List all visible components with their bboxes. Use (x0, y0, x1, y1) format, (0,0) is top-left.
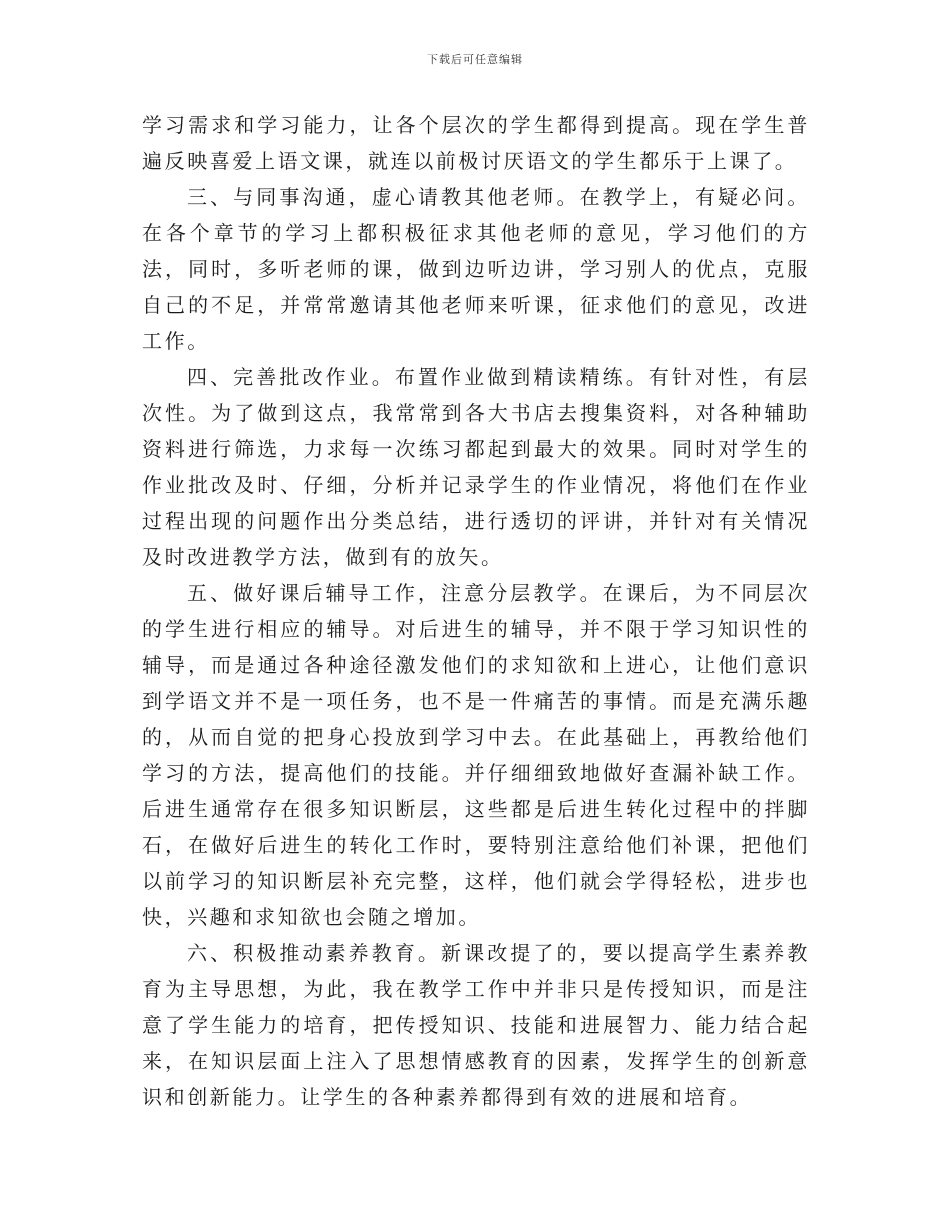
page-header: 下载后可任意编辑 (427, 53, 523, 66)
paragraph-section-3: 三、与同事沟通，虚心请教其他老师。在教学上，有疑必问。在各个章节的学习上都积极征求其他老师的意见，学习他们的方法，同时，多听老师的课，做到边听边讲，学习别人的优点，克服自己的不足，并常常邀请其他老师来听课，征求他们的意见，改进工作。 (142, 185, 810, 353)
paragraph-section-4: 四、完善批改作业。布置作业做到精读精练。有针对性，有层次性。为了做到这点，我常常到各大书店去搜集资料，对各种辅助资料进行筛选，力求每一次练习都起到最大的效果。同时对学生的作业批改及时、仔细，分析并记录学生的作业情况，将他们在作业过程出现的问题作出分类总结，进行透切的评讲，并针对有关情况及时改进教学方法，做到有的放矢。 (142, 365, 810, 569)
paragraph-continuation: 学习需求和学习能力，让各个层次的学生都得到提高。现在学生普遍反映喜爱上语文课，就连以前极讨厌语文的学生都乐于上课了。 (142, 113, 810, 173)
document-body (142, 107, 810, 1115)
paragraph-section-6: 六、积极推动素养教育。新课改提了的，要以提高学生素养教育为主导思想，为此，我在教学工作中并非只是传授知识，而是注意了学生能力的培育，把传授知识、技能和进展智力、能力结合起来，在知识层面上注入了思想情感教育的因素，发挥学生的创新意识和创新能力。让学生的各种素养都得到有效的进展和培育。 (142, 941, 810, 1109)
paragraph-section-5: 五、做好课后辅导工作，注意分层教学。在课后，为不同层次的学生进行相应的辅导。对后进生的辅导，并不限于学习知识性的辅导，而是通过各种途径激发他们的求知欲和上进心，让他们意识到学语文并不是一项任务，也不是一件痛苦的事情。而是充满乐趣的，从而自觉的把身心投放到学习中去。在此基础上，再教给他们学习的方法，提高他们的技能。并仔细细致地做好查漏补缺工作。后进生通常存在很多知识断层，这些都是后进生转化过程中的拌脚石，在做好后进生的转化工作时，要特别注意给他们补课，把他们以前学习的知识断层补充完整，这样，他们就会学得轻松，进步也快，兴趣和求知欲也会随之增加。 (142, 581, 810, 929)
